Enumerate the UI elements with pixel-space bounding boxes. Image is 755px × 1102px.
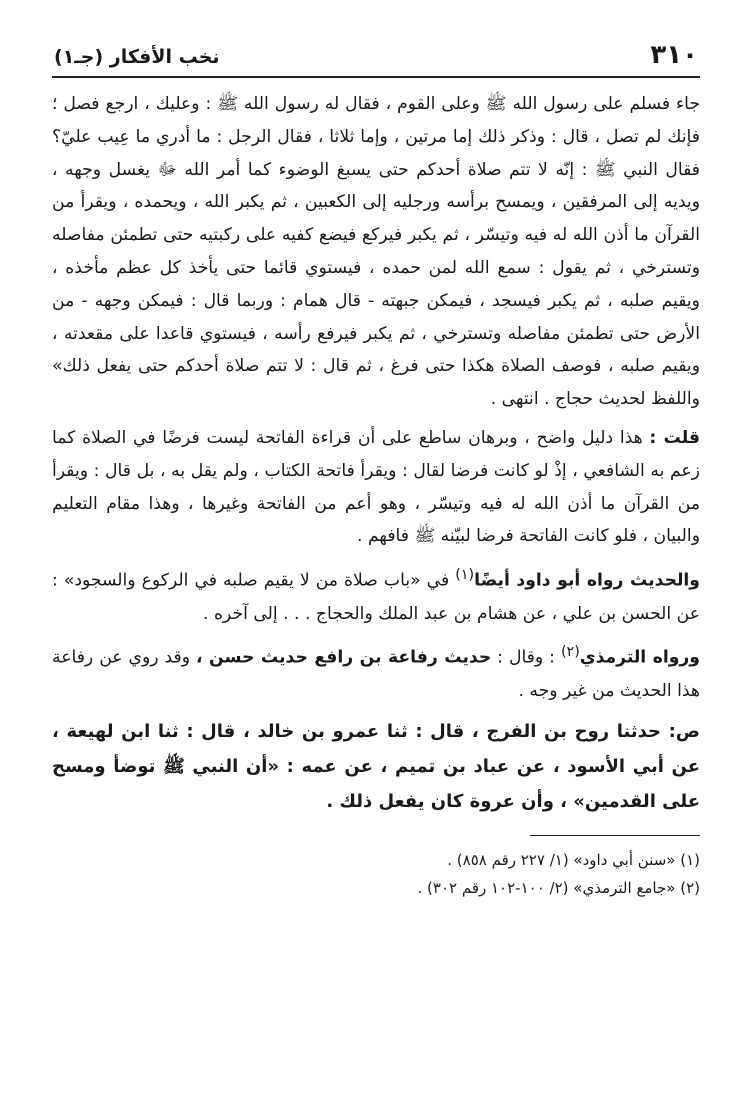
footnote-1: (١) «سنن أبي داود» (١/ ٢٢٧ رقم ٨٥٨) . — [447, 850, 700, 869]
footnote-ref-2[interactable]: (٢) — [560, 644, 580, 661]
tirmidhi-label: ورواه الترمذي — [579, 648, 700, 669]
page-header — [52, 40, 700, 78]
footnote-ref-1[interactable]: (١) — [455, 567, 475, 584]
running-title: نخب الأفكار (جـ١) — [54, 46, 220, 68]
abu-dawud-paragraph — [52, 559, 700, 630]
tirmidhi-paragraph — [52, 636, 700, 707]
tirmidhi-mid: : وقال : — [497, 648, 555, 669]
footnote-2: (٢) «جامع الترمذي» (٢/ ١٠٠-١٠٢ رقم ٣٠٢) . — [417, 878, 700, 897]
tirmidhi-text: وقد روي عن رفاعة هذا الحديث من غير وجه . — [52, 648, 700, 702]
abu-dawud-label: والحديث رواه أبو داود أيضًا — [474, 570, 700, 591]
qultu-label: قلت : — [649, 427, 700, 448]
qultu-text: هذا دليل واضح ، وبرهان ساطع على أن قراءة الفاتحة ليست فرضًا في الصلاة كما زعم به الشافعي ، إذْ لو كانت فرضا لقال : ويقرأ فاتحة الكتاب ، ولم يقل به ، بل قال : ويقرأ من القرآن ما أذن الله له فيه وتيسّر ، وهو أعم من الفاتحة وغيرها ، وهذا مقام التعليم والبيان ، فلو كانت الفاتحة فرضا لبيّنه ﷺ فافهم . — [52, 427, 700, 547]
isnad-paragraph: ص: حدثنا روح بن الفرج ، قال : ثنا عمرو بن خالد ، قال : ثنا ابن لهيعة ، عن أبي الأسود ، عن عباد بن تميم ، عن عمه : «أن النبي ﷺ توضأ ومسح على القدمين» ، وأن عروة كان يفعل ذلك . — [52, 720, 700, 812]
page-number: ٣١٠ — [650, 40, 698, 70]
hadith-passage: جاء فسلم على رسول الله ﷺ وعلى القوم ، فقال له رسول الله ﷺ : وعليك ، ارجع فصل ؛ فإنك لم تصل ، قال : وذكر ذلك إما مرتين ، وإما ثلاثا ، فقال الرجل : ما أدري ما عِيب عليّ؟ فقال النبي ﷺ : إنّه لا تتم صلاة أحدكم حتى يسبغ الوضوء كما أمر الله ﷻ يغسل وجهه ، ويديه إلى المرفقين ، ويمسح برأسه ورجليه إلى الكعبين ، ثم يكبر الله ، ويحمده ، ويقرأ من القرآن ما أذن الله له فيه وتيسّر ، ثم يكبر فيركع فيضع كفيه على ركبتيه حتى تطمئن مفاصله وتسترخي ، ثم يقول : سمع الله لمن حمده ، فيستوي قائما حتى يأخذ كل عظم مأخذه ، ويقيم صلبه ، ثم يكبر فيسجد ، فيمكن جبهته - قال همام : وربما قال : فيمكن وجهه - من الأرض حتى تطمئن مفاصله وتسترخي ، ثم يكبر فيرفع رأسه ، فيستوي قاعدا على مقعدته ، ويقيم صلبه ، فوصف الصلاة هكذا حتى فرغ ، ثم قال : لا تتم صلاة أحدكم حتى يفعل ذلك» واللفظ لحديث حجاج . انتهى . — [52, 94, 700, 410]
page — [52, 40, 700, 902]
tirmidhi-quote: حديث رفاعة بن رافع حديث حسن ، — [196, 648, 492, 669]
footnote-separator — [530, 835, 700, 836]
qultu-paragraph — [52, 422, 700, 553]
abu-dawud-text: في «باب صلاة من لا يقيم صلبه في الركوع والسجود» : عن الحسن بن علي ، عن هشام بن عبد الملك والحجاج . . . إلى آخره . — [52, 570, 700, 624]
